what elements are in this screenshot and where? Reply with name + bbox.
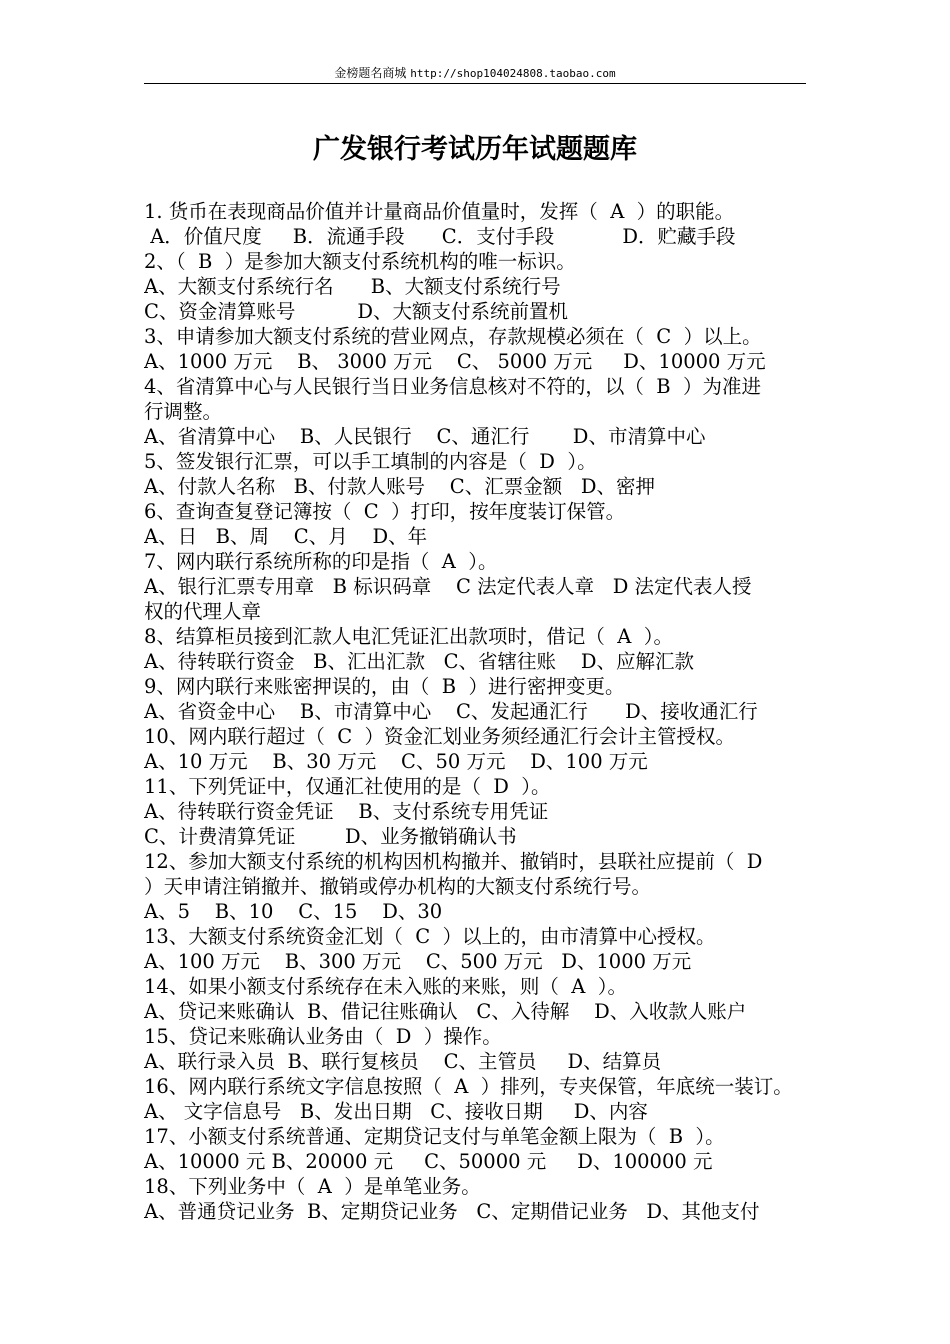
text-line: 6、查询查复登记簿按（ C ）打印，按年度装订保管。 — [144, 500, 626, 523]
text-line: 9、网内联行来账密押误的，由（ B ）进行密押变更。 — [144, 675, 625, 698]
text-line: 18、下列业务中（ A ）是单笔业务。 — [144, 1175, 481, 1198]
text-line: A、省清算中心 B、人民银行 C、通汇行 D、市清算中心 — [144, 425, 706, 448]
text-line: A、日 B、周 C、月 D、年 — [144, 525, 428, 548]
shop-url: http://shop104024808.taobao.com — [410, 67, 616, 80]
text-line: A、贷记来账确认 B、借记往账确认 C、入待解 D、入收款人账户 — [144, 1000, 747, 1023]
text-line: 8、结算柜员接到汇款人电汇凭证汇出款项时，借记（ A ）。 — [144, 625, 674, 648]
text-line: 15、贷记来账确认业务由（ D ）操作。 — [144, 1025, 502, 1048]
text-line: A、付款人名称 B、付款人账号 C、汇票金额 D、密押 — [144, 475, 655, 498]
text-line: A、10000 元 B、20000 元 C、50000 元 D、100000 元 — [144, 1150, 713, 1173]
shop-name: 金榜题名商城 — [334, 66, 407, 80]
text-line: 11、下列凭证中，仅通汇社使用的是（ D ）。 — [144, 775, 551, 798]
text-line: 行调整。 — [144, 400, 223, 423]
text-line: 2、（ B ）是参加大额支付系统机构的唯一标识。 — [144, 250, 576, 273]
text-line: 4、省清算中心与人民银行当日业务信息核对不符的，以（ B ）为准进 — [144, 375, 762, 398]
text-line: A．价值尺度 B．流通手段 C．支付手段 D．贮藏手段 — [144, 225, 736, 248]
text-line: A、省资金中心 B、市清算中心 C、发起通汇行 D、接收通汇行 — [144, 700, 758, 723]
text-line: 7、网内联行系统所称的印是指（ A ）。 — [144, 550, 498, 573]
text-line: A、普通贷记业务 B、定期贷记业务 C、定期借记业务 D、其他支付 — [144, 1200, 760, 1223]
document-body — [144, 199, 812, 1224]
text-line: 权的代理人章 — [144, 600, 262, 623]
text-line: A、联行录入员 B、联行复核员 C、主管员 D、结算员 — [144, 1050, 662, 1073]
page-header — [144, 66, 806, 81]
text-line: 17、小额支付系统普通、定期贷记支付与单笔金额上限为（ B ）。 — [144, 1125, 725, 1148]
header-rule — [144, 83, 806, 84]
text-line: 3、申请参加大额支付系统的营业网点，存款规模必须在（ C ）以上。 — [144, 325, 762, 348]
text-line: A、待转联行资金凭证 B、支付系统专用凭证 — [144, 800, 549, 823]
text-line: C、资金清算账号 D、大额支付系统前置机 — [144, 300, 569, 323]
text-line: 10、网内联行超过（ C ）资金汇划业务须经通汇行会计主管授权。 — [144, 725, 736, 748]
text-line: 13、大额支付系统资金汇划（ C ）以上的，由市清算中心授权。 — [144, 925, 716, 948]
text-line: A、100 万元 B、300 万元 C、500 万元 D、1000 万元 — [144, 950, 692, 973]
text-line: A、大额支付系统行名 B、大额支付系统行号 — [144, 275, 561, 298]
document-title: 广发银行考试历年试题题库 — [313, 134, 637, 165]
text-line: 14、如果小额支付系统存在未入账的来账，则（ A ）。 — [144, 975, 627, 998]
text-line: 12、参加大额支付系统的机构因机构撤并、撤销时，县联社应提前（ D — [144, 850, 763, 873]
text-line: ）天申请注销撤并、撤销或停办机构的大额支付系统行号。 — [144, 875, 652, 898]
text-line: A、银行汇票专用章 B 标识码章 C 法定代表人章 D 法定代表人授 — [144, 575, 752, 598]
text-line: A、10 万元 B、30 万元 C、50 万元 D、100 万元 — [144, 750, 648, 773]
text-line: 16、网内联行系统文字信息按照（ A ）排列，专夹保管，年底统一装订。 — [144, 1075, 793, 1098]
text-line: A、1000 万元 B、 3000 万元 C、 5000 万元 D、10000 万元 — [144, 350, 766, 373]
text-line: C、计费清算凭证 D、业务撤销确认书 — [144, 825, 517, 848]
text-line: 5、签发银行汇票，可以手工填制的内容是（ D ）。 — [144, 450, 597, 473]
text-line: A、5 B、10 C、15 D、30 — [144, 900, 443, 923]
text-line: A、 文字信息号 B、发出日期 C、接收日期 D、内容 — [144, 1100, 648, 1123]
text-line: 1. 货币在表现商品价值并计量商品价值量时，发挥（ A ）的职能。 — [144, 200, 735, 223]
text-line: A、待转联行资金 B、汇出汇款 C、省辖往账 D、应解汇款 — [144, 650, 694, 673]
